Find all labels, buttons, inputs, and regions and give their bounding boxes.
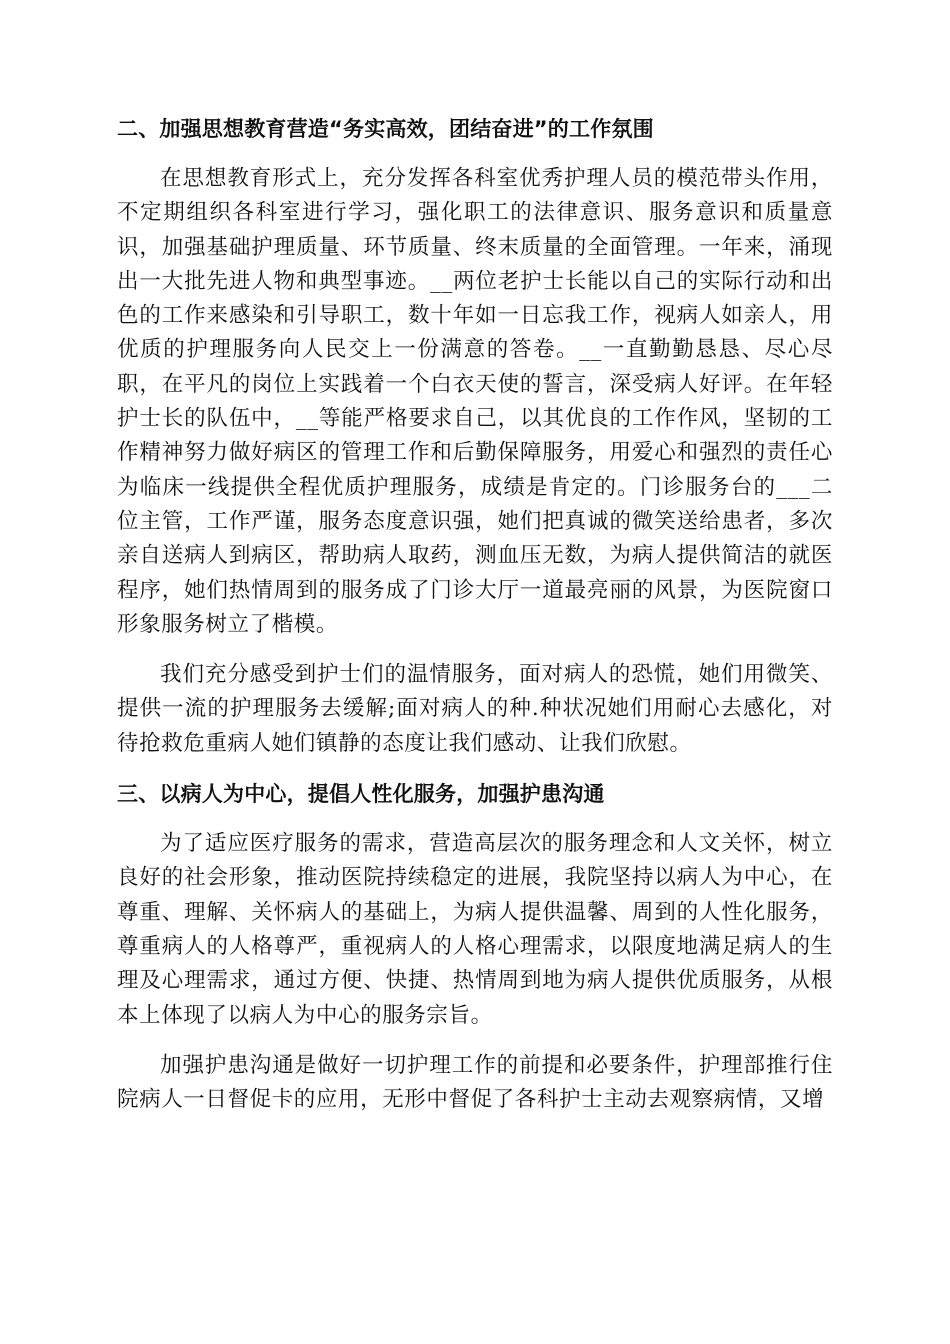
paragraph-role-models: 在思想教育形式上，充分发挥各科室优秀护理人员的模范带头作用，不定期组织各科室进行学习，强化职工的法律意识、服务意识和质量意识，加强基础护理质量、环节质量、终末质量的全面管理。一年来，涌现出一大批先进人物和典型事迹。__两位老护士长能以自己的实际行动和出色的工作来感染和引导职工，数十年如一日忘我工作，视病人如亲人，用优质的护理服务向人民交上一份满意的答卷。__一直勤勤恳恳、尽心尽职，在平凡的岗位上实践着一个白衣天使的誓言，深受病人好评。在年轻护士长的队伍中，__等能严格要求自己，以其优良的工作作风，坚韧的工作精神努力做好病区的管理工作和后勤保障服务，用爱心和强烈的责任心为临床一线提供全程优质护理服务，成绩是肯定的。门诊服务台的___二位主管，工作严谨，服务态度意识强，她们把真诚的微笑送给患者，多次亲自送病人到病区，帮助病人取药，测血压无数，为病人提供简洁的就医程序，她们热情周到的服务成了门诊大厅一道最亮丽的风景，为医院窗口形象服务树立了楷模。	[117, 166, 833, 637]
paragraph-warm-service: 我们充分感受到护士们的温情服务，面对病人的恐慌，她们用微笑、提供一流的护理服务去缓解;面对病人的种.种状况她们用耐心去感化，对待抢救危重病人她们镇静的态度让我们感动、让我们欣慰。	[117, 662, 833, 756]
section-heading-2: 二、加强思想教育营造“务实高效，团结奋进”的工作氛围	[117, 117, 654, 141]
section-heading-3: 三、以病人为中心，提倡人性化服务，加强护患沟通	[117, 782, 605, 807]
paragraph-patient-centered: 为了适应医疗服务的需求，营造高层次的服务理念和人文关怀，树立良好的社会形象，推动医院持续稳定的进展，我院坚持以病人为中心，在尊重、理解、关怀病人的基础上，为病人提供温馨、周到的人性化服务，尊重病人的人格尊严，重视病人的人格心理需求，以限度地满足病人的生理及心理需求，通过方便、快捷、热情周到地为病人提供优质服务，从根本上体现了以病人为中心的服务宗旨。	[117, 831, 833, 1028]
paragraph-communication: 加强护患沟通是做好一切护理工作的前提和必要条件，护理部推行住院病人一日督促卡的应用，无形中督促了各科护士主动去观察病情，又增	[117, 1052, 833, 1113]
document-page	[117, 112, 833, 1133]
